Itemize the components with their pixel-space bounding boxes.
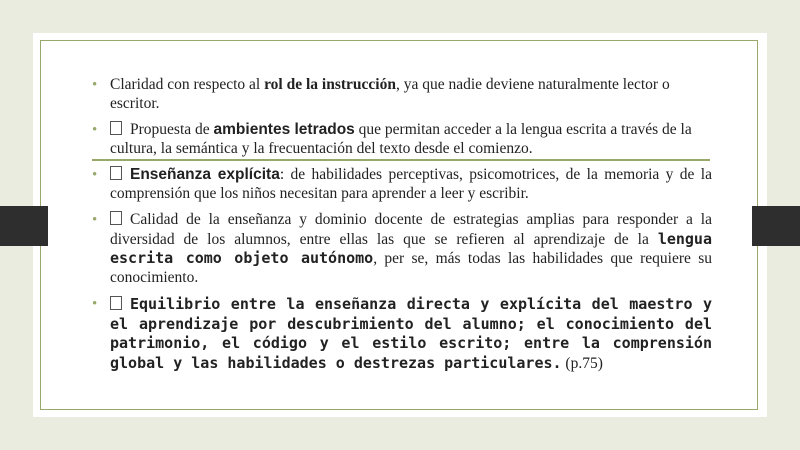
bullet-icon: • [92,167,98,183]
list-item [92,211,712,287]
bullet-list [92,76,712,381]
bullet-icon: • [92,212,98,228]
list-item [92,295,712,373]
missing-glyph-icon [110,296,122,310]
list-item-text: Enseñanza explícita: de habilidades perceptivas, psicomotrices, de la memoria y de la comprensión que los niños necesitan para aprender a leer y escribir. [110,166,712,202]
missing-glyph-icon [110,211,122,225]
bullet-icon: • [92,296,98,312]
bullet-icon: • [92,122,98,138]
list-item-text: Propuesta de ambientes letrados que permitan acceder a la lengua escrita a través de la cultura, la semántica y la frecuentación del texto desde el comienzo. [110,121,692,157]
right-decor-bar [752,206,800,246]
left-decor-bar [0,206,48,246]
list-item [92,166,712,203]
list-item-text: Calidad de la enseñanza y dominio docente de estrategias amplias para responder a la diversidad de los alumnos, entre ellas las que se refieren al aprendizaje de la lengua escrita como objeto autónomo, per se, más todas las habilidades que requiere su conocimiento. [110,211,712,286]
missing-glyph-icon [110,121,122,135]
list-item-text: Equilibrio entre la enseñanza directa y explícita del maestro y el aprendizaje por descubrimiento del alumno; el conocimiento del patrimonio, el código y el estilo escrito; entre la comprensión global y las habilidades o destrezas particulares. (p.75) [110,295,712,372]
bullet-icon: • [92,77,98,93]
list-item-text: Claridad con respecto al rol de la instrucción, ya que nadie deviene naturalmente lector o escritor. [110,76,670,112]
missing-glyph-icon [110,166,122,180]
list-item [92,76,712,113]
list-item [92,121,712,158]
